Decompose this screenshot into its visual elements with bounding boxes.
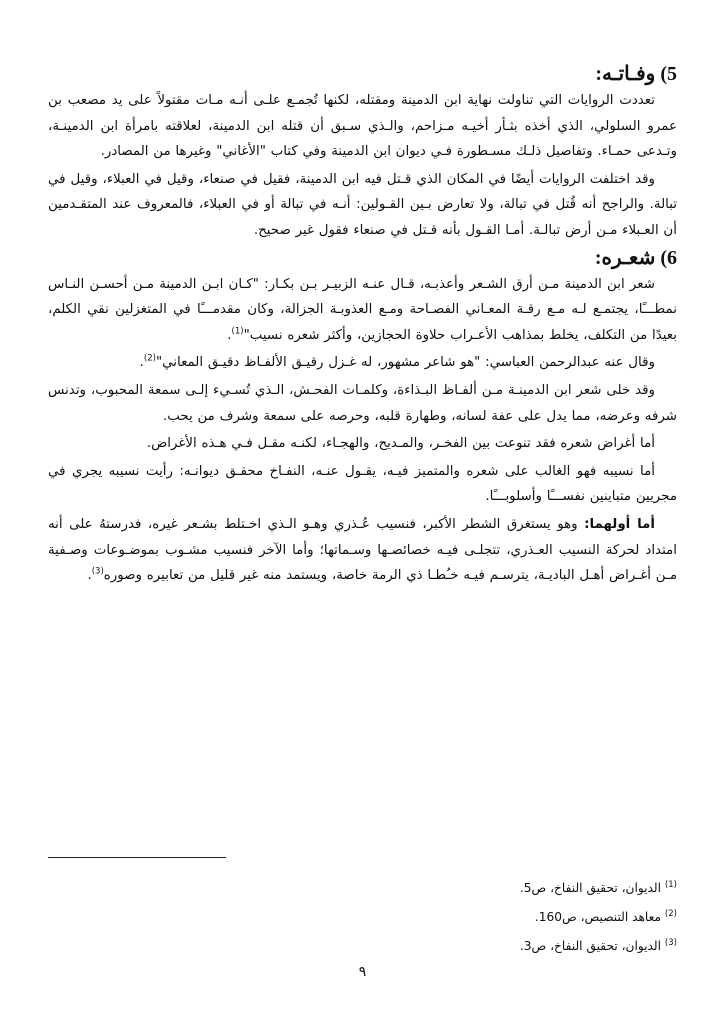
footnote-3	[48, 932, 677, 961]
paragraph-poetry-3: وقد خلى شعر ابن الدمينـة مـن ألفـاظ البـذاءة، وكلمـات الفحـش، الـذي تُسـيء إلـى سمعة المحبوب، وتدنس شرفه وعرضه، مما يدل على عفة لسانه، وطهارة قلبه، وحرصه على سمعة وشرف من يحب.	[48, 382, 677, 424]
footnotes	[48, 874, 677, 961]
paragraph-end: .	[139, 355, 144, 371]
section-heading-death: 5) وفـاتـه:	[595, 63, 677, 85]
footnote-separator	[48, 857, 226, 858]
section-heading-poetry: 6) شعـره:	[594, 246, 677, 269]
footnote-text: الديوان، تحقيق النفاخ، ص5.	[519, 881, 665, 895]
paragraph-lead: أما أولهما:	[584, 516, 655, 532]
paragraph-text: وهو يستغرق الشطر الأكبر، فنسيب عُـذري وهـو الـذي اخـتلط بشـعر غيره، فدرستهُ على أنه امتداد لحركة النسيب العـذري، تتجلـى فيـه خصائصـها وسـماتها؛ وأما الآخر فنسيب مشـوب بموضـوعات وصـفية مـن أغـراض أهـل الباديـة، يترسـم فيـه خـُطـا ذي الرمة خاصة، ويستمد منه غير قليل من تعابيره وصوره	[48, 516, 677, 584]
paragraph-poetry-2	[48, 350, 677, 376]
paragraph-death-1: تعددت الروايات التي تناولت نهاية ابن الدمينة ومقتله، لكنها تُجمـع علـى أنـه مـات مقتولاً على يد مصعب بن عمرو السلولي، الذي أخذه بثـأر أخيـه مـزاحم، والـذي سـبق أن قتله ابن الدمينة، لعلاقته بامرأة ابن الدمينـة، وتـدعى حمـاء. وتفاصيل ذلـك مسـطورة فـي ديوان ابن الدمينة وفي كتاب "الأغاني" وغيرها من المصادر.	[48, 93, 677, 160]
paragraph-poetry-4: أما أغراض شعره فقد تنوعت بين الفخـر، والمـديح، والهجـاء، لكنـه مقـل فـي هـذه الأغراض.	[146, 436, 655, 452]
paragraph-end: .	[87, 568, 92, 584]
footnote-2	[48, 903, 677, 932]
page-number: ٩	[358, 964, 367, 980]
footnote-number: (1)	[664, 879, 677, 890]
footnote-text: الديوان، تحقيق النفاخ، ص3.	[519, 939, 665, 953]
paragraph-text: وقال عنه عبدالرحمن العباسي: "هو شاعر مشهور، له غـزل رقيـق الألفـاظ دقيـق المعاني"	[155, 355, 655, 371]
footnote-number: (2)	[664, 908, 677, 919]
paragraph-poetry-1	[48, 272, 677, 349]
footnote-ref: (2)	[143, 353, 156, 364]
document-page	[48, 62, 677, 1024]
paragraph-death-2: وقد اختلفت الروايات أيضًا في المكان الذي قـتل فيه ابن الدمينة، فقيل في صنعاء، وقيل في العبلاء، وقيل في تبالة. والراجح أنه قُتل في تبالة، ولا تعارض بـين القـولين: أنـه في تبالة أو في العبلاء، فالمعروف عند المتقـدمين أن العـبلاء مـن أرض تبالـة. أمـا القـول بأنه قـتل في صنعاء فقول غير صحيح.	[48, 171, 677, 238]
paragraph-end: .	[227, 327, 232, 343]
footnote-1	[48, 874, 677, 903]
paragraph-poetry-5: أما نسيبه فهو الغالب على شعره والمتميز فيـه، يقـول عنـه، النفـاخ محقـق ديوانـه: رأيت نسيبه يجري في مجريين متباينين نفســـًا وأسلوبـــًا.	[48, 463, 677, 505]
footnote-number: (3)	[664, 937, 677, 948]
paragraph-text: شعر ابن الدمينة مـن أرق الشـعر وأعذبـه، قـال عنـه الزبيـر بـن بكـار: "كـان ابـن الدمينة مـن أحسـن النـاس نمطـــًا، يجتمـع لـه مـع رقـة المعـاني الفصـاحة ومـع العذوبـة الجزالة، وكان مقدمـــًا في المتغزلين نقي الكلم، بعيدًا من التكلف، يخلط بمذاهب الأعـراب حلاوة الحجازين، وأكثر شعره نسيب"	[48, 276, 677, 343]
footnote-ref: (3)	[91, 566, 104, 577]
paragraph-poetry-6	[48, 512, 677, 589]
footnote-ref: (1)	[231, 326, 244, 337]
footnote-text: معاهد التنصيص، ص160.	[534, 910, 665, 924]
